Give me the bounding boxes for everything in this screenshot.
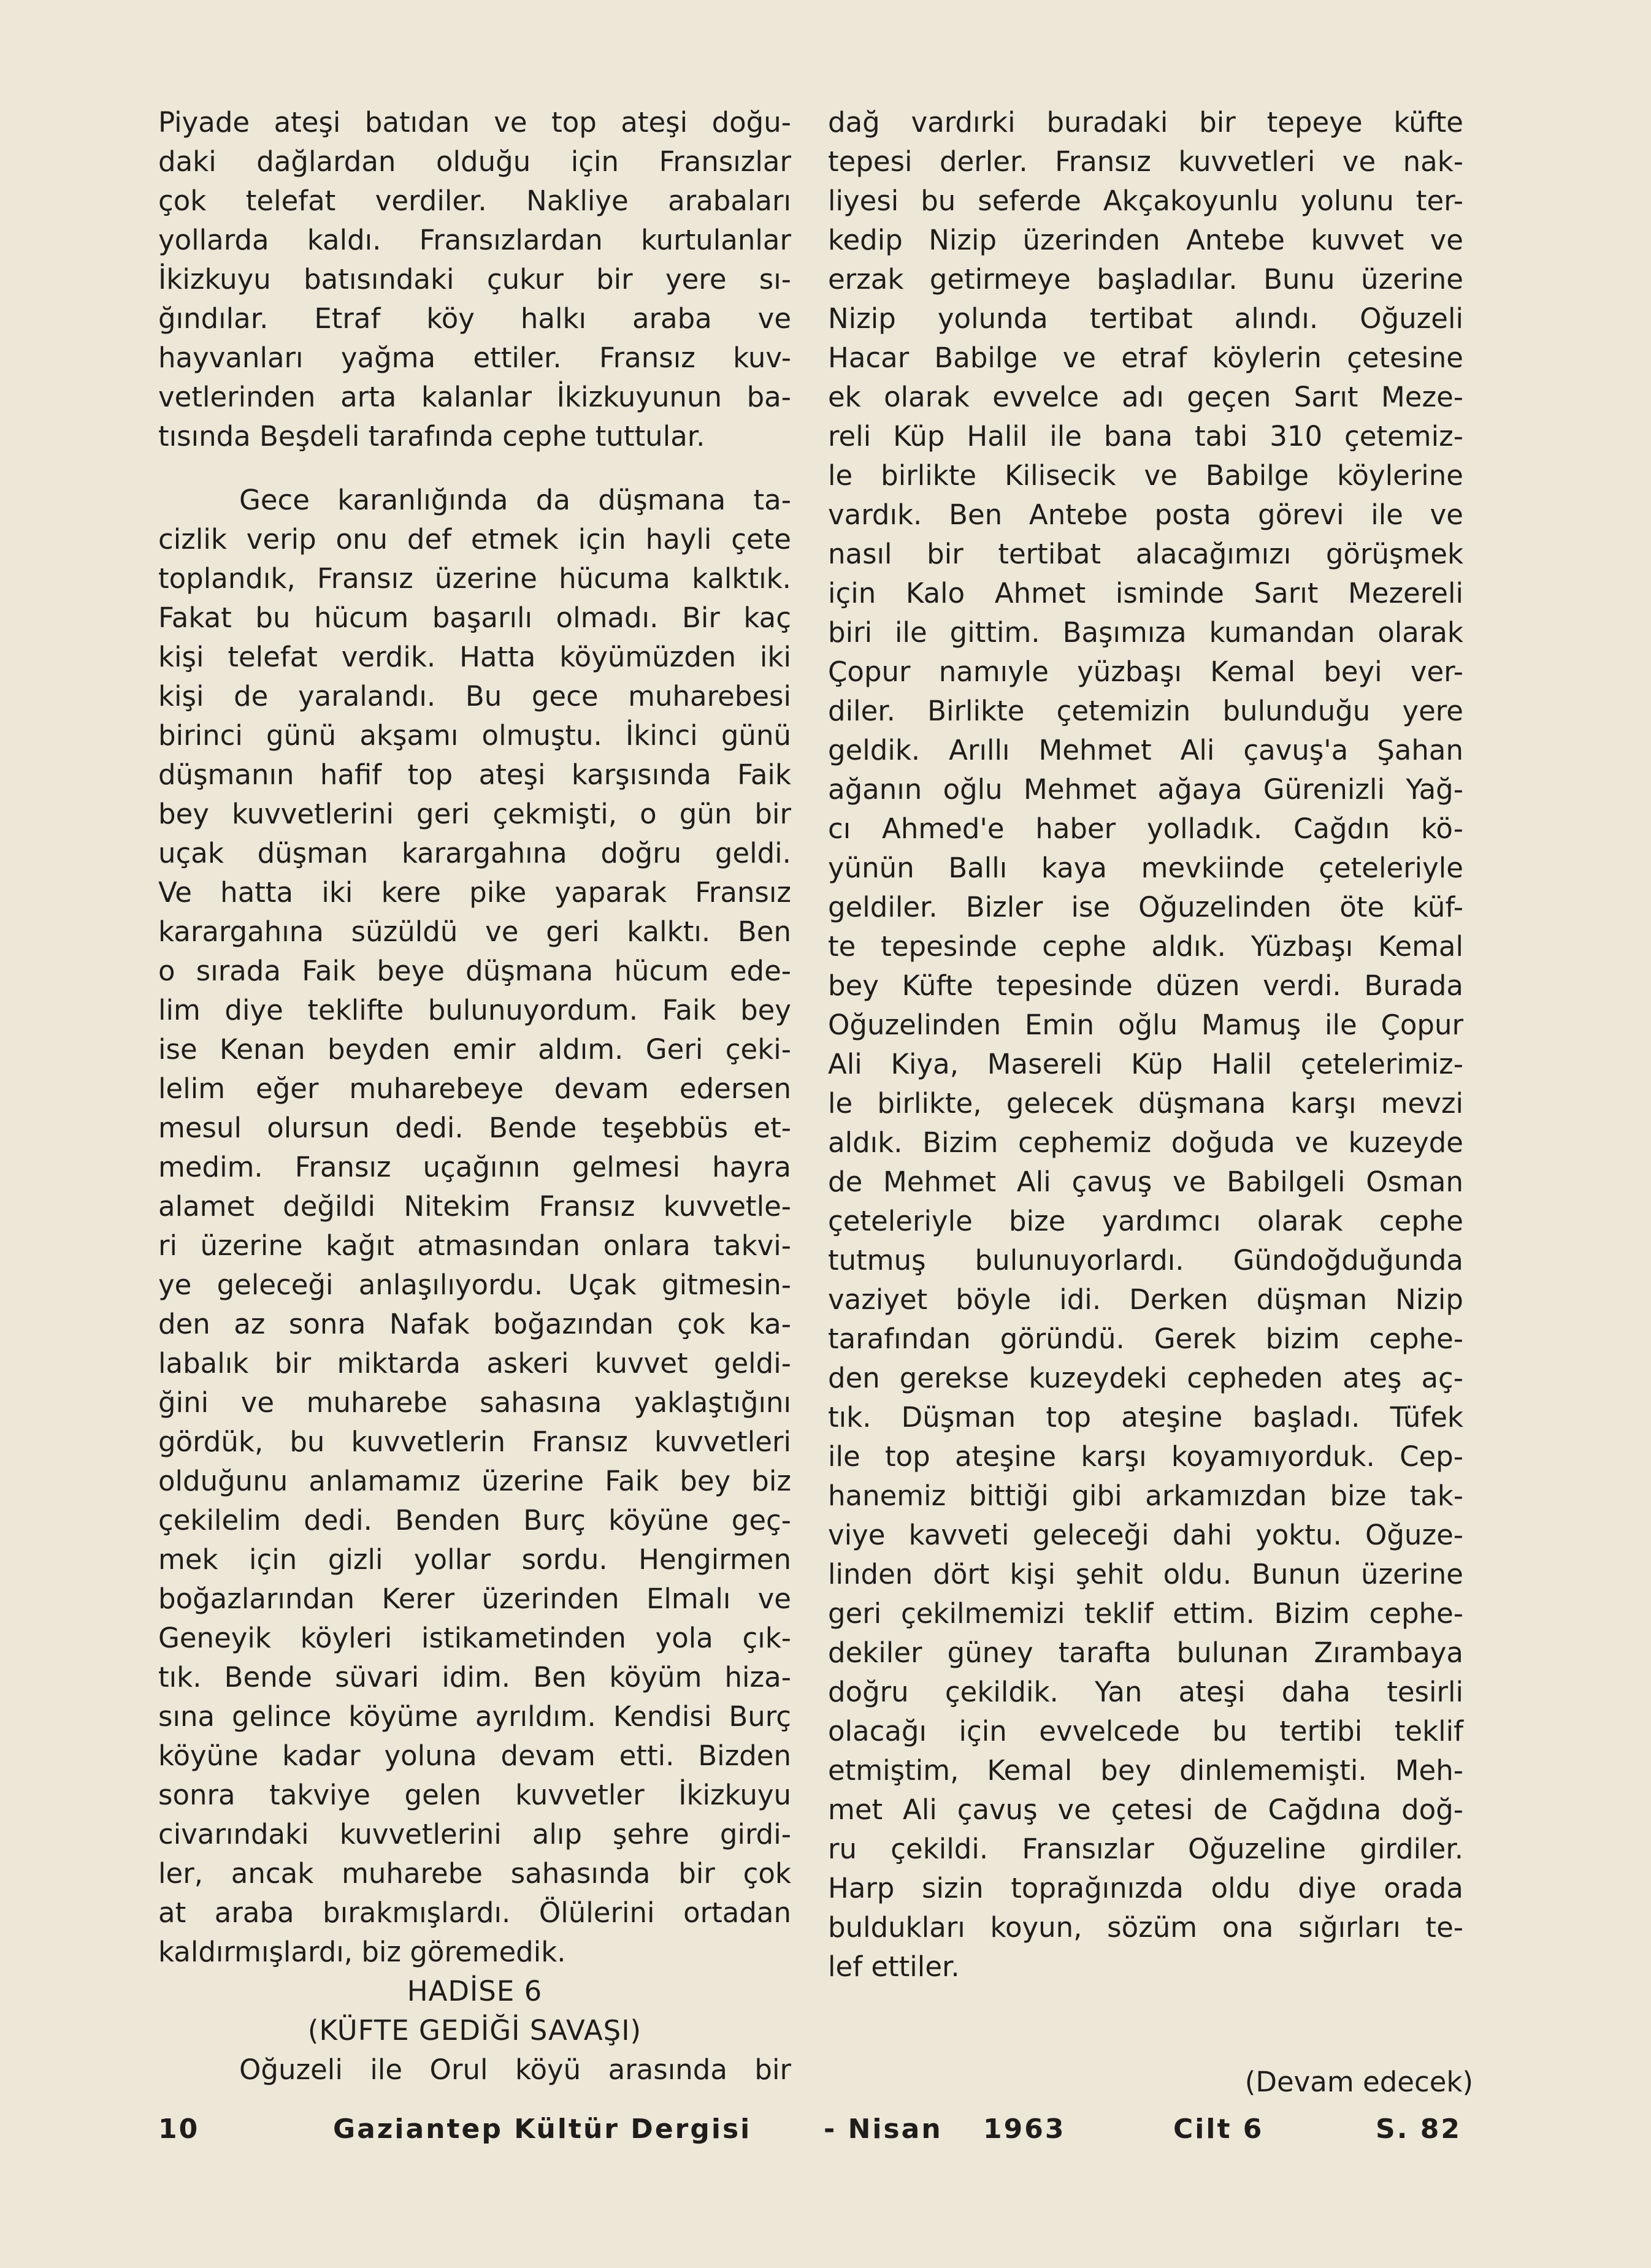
- text-line: tutmuş bulunuyorlardı. Gündoğduğunda: [828, 1244, 1463, 1277]
- text-line: tık. Bende süvari idim. Ben köyüm hiza-: [158, 1661, 791, 1693]
- text-line: linden dört kişi şehit oldu. Bunun üzerine: [828, 1558, 1463, 1590]
- text-line: bey kuvvetlerini geri çekmişti, o gün bir: [158, 798, 791, 830]
- text-line: Piyade ateşi batıdan ve top ateşi doğu-: [158, 106, 791, 139]
- text-line: Geneyik köyleri istikametinden yola çık-: [158, 1622, 791, 1654]
- text-line: ise Kenan beyden emir aldım. Geri çeki-: [158, 1033, 791, 1066]
- text-line: le birlikte Kilisecik ve Babilge köylerine: [828, 459, 1463, 492]
- text-line: karargahına süzüldü ve geri kalktı. Ben: [158, 915, 791, 948]
- text-line: düşmanın hafif top ateşi karşısında Faik: [158, 758, 791, 791]
- text-line: ğındılar. Etraf köy halkı araba ve: [158, 302, 791, 335]
- continuation-note: (Devam edecek): [1244, 2066, 1473, 2098]
- text-line: tık. Düşman top ateşine başladı. Tüfek: [828, 1401, 1463, 1434]
- section-heading: HADİSE 6: [407, 1975, 543, 2007]
- text-line: kişi telefat verdik. Hatta köyümüzden iki: [158, 641, 791, 673]
- text-line: hayvanları yağma ettiler. Fransız kuv-: [158, 342, 791, 374]
- text-line: Gece karanlığında da düşmana ta-: [239, 484, 791, 516]
- text-line: geri çekilmemizi teklif ettim. Bizim cephe-: [828, 1597, 1463, 1630]
- text-line: liyesi bu seferde Akçakoyunlu yolunu ter-: [828, 185, 1463, 217]
- text-line: biri ile gittim. Başımıza kumandan olarak: [828, 616, 1463, 649]
- text-line: Oğuzeli ile Orul köyü arasında bir: [239, 2053, 791, 2086]
- text-line: Nizip yolunda tertibat alındı. Oğuzeli: [828, 302, 1463, 335]
- text-line: vetlerinden arta kalanlar İkizkuyunun ba-: [158, 381, 791, 413]
- text-line: de Mehmet Ali çavuş ve Babilgeli Osman: [828, 1166, 1463, 1198]
- section-heading: (KÜFTE GEDİĞİ SAVAŞI): [307, 2014, 642, 2047]
- text-line: uçak düşman karargahına doğru geldi.: [158, 837, 791, 869]
- text-line: medim. Fransız uçağının gelmesi hayra: [158, 1151, 791, 1183]
- text-line: Oğuzelinden Emin oğlu Mamuş ile Çopur: [828, 1009, 1463, 1041]
- text-line: le birlikte, gelecek düşmana karşı mevzi: [828, 1087, 1463, 1120]
- text-line: olacağı için evvelcede bu tertibi teklif: [828, 1715, 1463, 1747]
- text-line: yünün Ballı kaya mevkiinde çeteleriyle: [828, 852, 1463, 884]
- text-line: boğazlarından Kerer üzerinden Elmalı ve: [158, 1583, 791, 1615]
- text-line: olduğunu anlamamız üzerine Faik bey biz: [158, 1465, 791, 1497]
- text-line: mek için gizli yollar sordu. Hengirmen: [158, 1543, 791, 1576]
- text-line: lef ettiler.: [828, 1950, 960, 1983]
- left-column: [158, 103, 791, 2090]
- journal-title: Gaziantep Kültür Dergisi: [333, 2113, 752, 2145]
- issue-number: S. 82: [1376, 2113, 1461, 2145]
- text-line: Çopur namıyle yüzbaşı Kemal beyi ver-: [828, 655, 1463, 688]
- text-line: kedip Nizip üzerinden Antebe kuvvet ve: [828, 224, 1463, 256]
- text-line: met Ali çavuş ve çetesi de Cağdına doğ-: [828, 1793, 1463, 1826]
- text-line: Fakat bu hücum başarılı olmadı. Bir kaç: [158, 601, 791, 634]
- text-line: tısında Beşdeli tarafında cephe tuttular.: [158, 420, 705, 452]
- text-line: ek olarak evvelce adı geçen Sarıt Meze-: [828, 381, 1463, 413]
- text-line: cizlik verip onu def etmek için hayli çete: [158, 523, 791, 556]
- text-line: alamet değildi Nitekim Fransız kuvvetle-: [158, 1190, 791, 1223]
- text-line: ye geleceği anlaşılıyordu. Uçak gitmesin-: [158, 1269, 791, 1301]
- text-line: Ali Kiya, Masereli Küp Halil çetelerimiz-: [828, 1048, 1463, 1080]
- text-line: te tepesinde cephe aldık. Yüzbaşı Kemal: [828, 930, 1463, 963]
- text-line: Hacar Babilge ve etraf köylerin çetesine: [828, 342, 1463, 374]
- text-line: için Kalo Ahmet isminde Sarıt Mezereli: [828, 577, 1463, 609]
- text-line: Harp sizin toprağınızda oldu diye orada: [828, 1872, 1463, 1904]
- text-line: hanemiz bittiği gibi arkamızdan bize tak-: [828, 1480, 1463, 1512]
- text-line: labalık bir miktarda askeri kuvvet geldi-: [158, 1347, 791, 1380]
- text-line: kişi de yaralandı. Bu gece muharebesi: [158, 680, 791, 712]
- page-footer: [158, 2108, 1467, 2151]
- text-line: daki dağlardan olduğu için Fransızlar: [158, 145, 791, 178]
- text-line: geldik. Arıllı Mehmet Ali çavuş'a Şahan: [828, 734, 1463, 766]
- text-line: o sırada Faik beye düşmana hücum ede-: [158, 955, 791, 987]
- text-line: dekiler güney tarafta bulunan Zırambaya: [828, 1636, 1463, 1669]
- text-line: aldık. Bizim cephemiz doğuda ve kuzeyde: [828, 1126, 1463, 1159]
- text-line: Ve hatta iki kere pike yaparak Fransız: [158, 876, 791, 909]
- text-line: dağ vardırki buradaki bir tepeye küfte: [828, 106, 1463, 139]
- text-line: ile top ateşine karşı koyamıyorduk. Cep-: [828, 1440, 1463, 1473]
- text-line: den gerekse kuzeydeki cepheden ateş aç-: [828, 1362, 1463, 1394]
- text-line: vaziyet böyle idi. Derken düşman Nizip: [828, 1283, 1463, 1316]
- text-line: diler. Birlikte çetemizin bulunduğu yere: [828, 695, 1463, 727]
- text-line: çekilelim dedi. Benden Burç köyüne geç-: [158, 1504, 791, 1537]
- text-line: birinci günü akşamı olmuştu. İkinci günü: [158, 719, 791, 752]
- text-line: ağanın oğlu Mehmet ağaya Gürenizli Yağ-: [828, 773, 1463, 806]
- text-line: etmiştim, Kemal bey dinlememişti. Meh-: [828, 1754, 1463, 1787]
- text-line: tarafından göründü. Gerek bizim cephe-: [828, 1323, 1463, 1355]
- text-line: viye kavveti geleceği dahi yoktu. Oğuze-: [828, 1519, 1463, 1551]
- right-column: [828, 103, 1463, 1987]
- text-line: vardık. Ben Antebe posta görevi ile ve: [828, 498, 1463, 531]
- text-line: ru çekildi. Fransızlar Oğuzeline girdiler.: [828, 1833, 1463, 1865]
- text-line: reli Küp Halil ile bana tabi 310 çetemiz-: [828, 420, 1463, 452]
- text-line: köyüne kadar yoluna devam etti. Bizden: [158, 1739, 791, 1772]
- text-line: çeteleriyle bize yardımcı olarak cephe: [828, 1205, 1463, 1237]
- text-line: doğru çekildik. Yan ateşi daha tesirli: [828, 1676, 1463, 1708]
- text-line: nasıl bir tertibat alacağımızı görüşmek: [828, 538, 1463, 570]
- text-line: gördük, bu kuvvetlerin Fransız kuvvetleri: [158, 1426, 791, 1458]
- text-line: mesul olursun dedi. Bende teşebbüs et-: [158, 1112, 791, 1144]
- text-line: ğini ve muharebe sahasına yaklaştığını: [158, 1386, 791, 1419]
- text-line: sına gelince köyüme ayrıldım. Kendisi Burç: [158, 1700, 791, 1733]
- text-line: çok telefat verdiler. Nakliye arabaları: [158, 185, 791, 217]
- text-line: cı Ahmed'e haber yolladık. Cağdın kö-: [828, 812, 1463, 845]
- text-line: at araba bırakmışlardı. Ölülerini ortadan: [158, 1896, 791, 1929]
- issue-month: - Nisan: [824, 2113, 943, 2145]
- text-line: buldukları koyun, sözüm ona sığırları te-: [828, 1911, 1463, 1944]
- issue-year: 1963: [983, 2113, 1066, 2145]
- text-line: yollarda kaldı. Fransızlardan kurtulanlar: [158, 224, 791, 256]
- text-line: İkizkuyu batısındaki çukur bir yere sı-: [158, 263, 791, 296]
- volume-label: Cilt 6: [1173, 2113, 1264, 2145]
- text-line: sonra takviye gelen kuvvetler İkizkuyu: [158, 1779, 791, 1811]
- text-line: erzak getirmeye başladılar. Bunu üzerine: [828, 263, 1463, 296]
- text-line: lim diye teklifte bulunuyordum. Faik bey: [158, 994, 791, 1026]
- paragraph-gap: [158, 456, 791, 481]
- page-number: 10: [158, 2113, 200, 2145]
- text-line: civarındaki kuvvetlerini alıp şehre girdi-: [158, 1818, 791, 1850]
- text-line: kaldırmışlardı, biz göremedik.: [158, 1936, 566, 1968]
- text-line: ri üzerine kağıt atmasından onlara takvi-: [158, 1229, 791, 1262]
- text-line: lelim eğer muharebeye devam edersen: [158, 1072, 791, 1105]
- text-line: den az sonra Nafak boğazından çok ka-: [158, 1308, 791, 1340]
- text-line: bey Küfte tepesinde düzen verdi. Burada: [828, 969, 1463, 1002]
- text-line: tepesi derler. Fransız kuvvetleri ve nak-: [828, 145, 1463, 178]
- text-line: ler, ancak muharebe sahasında bir çok: [158, 1857, 791, 1890]
- text-line: toplandık, Fransız üzerine hücuma kalktık.: [158, 562, 791, 595]
- text-line: geldiler. Bizler ise Oğuzelinden öte küf-: [828, 891, 1463, 923]
